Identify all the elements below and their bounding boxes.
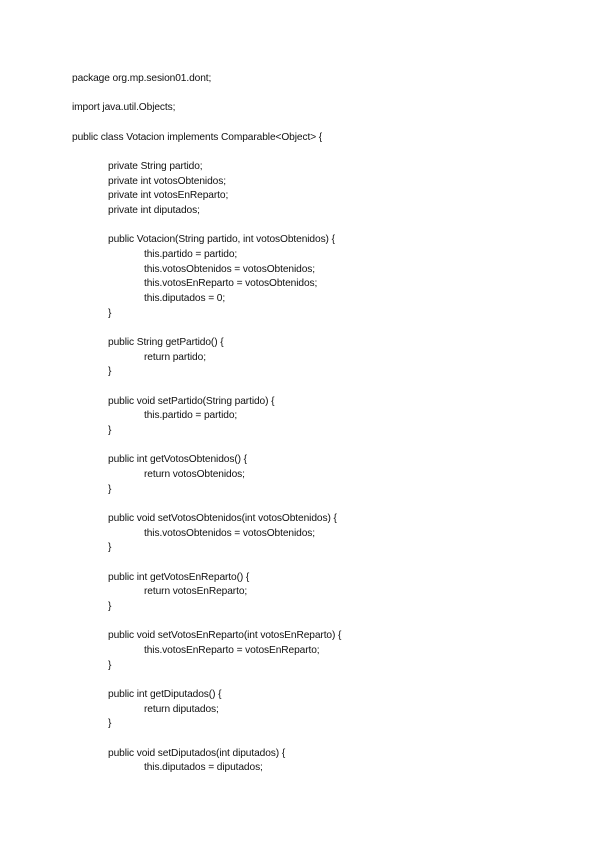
code-line-method-set-diputados: public void setDiputados(int diputados) { (108, 748, 286, 759)
code-line-stmt: this.votosEnReparto = votosObtenidos; (144, 278, 318, 289)
code-line-class-decl: public class Votacion implements Comparable<Object> { (72, 132, 323, 143)
code-line-method-set-votos-reparto: public void setVotosEnReparto(int votosEnReparto) { (108, 630, 342, 641)
code-line-brace: } (108, 308, 112, 319)
code-line-brace: } (108, 601, 112, 612)
code-line-stmt: return diputados; (144, 704, 219, 715)
code-line-stmt: this.diputados = 0; (144, 293, 226, 304)
code-line-brace: } (108, 718, 112, 729)
code-line-brace: } (108, 484, 112, 495)
code-line-stmt: return votosObtenidos; (144, 469, 245, 480)
code-line-stmt: this.votosEnReparto = votosEnReparto; (144, 645, 320, 656)
code-line-method-get-partido: public String getPartido() { (108, 337, 224, 348)
code-line-stmt: return partido; (144, 352, 206, 363)
code-line-stmt: this.partido = partido; (144, 410, 238, 421)
code-line-stmt: this.partido = partido; (144, 249, 238, 260)
code-line-field-votos-reparto: private int votosEnReparto; (108, 190, 229, 201)
code-line-method-get-diputados: public int getDiputados() { (108, 689, 222, 700)
code-line-field-diputados: private int diputados; (108, 205, 200, 216)
code-line-method-get-votos-reparto: public int getVotosEnReparto() { (108, 572, 250, 583)
code-line-method-set-partido: public void setPartido(String partido) { (108, 396, 275, 407)
code-line-stmt: this.diputados = diputados; (144, 762, 263, 773)
code-line-brace: } (108, 425, 112, 436)
code-line-import: import java.util.Objects; (72, 102, 176, 113)
code-line-method-get-votos-obtenidos: public int getVotosObtenidos() { (108, 454, 247, 465)
code-line-method-set-votos-obtenidos: public void setVotosObtenidos(int votosObtenidos) { (108, 513, 337, 524)
code-line-field-partido: private String partido; (108, 161, 203, 172)
code-line-brace: } (108, 542, 112, 553)
code-line-field-votos-obtenidos: private int votosObtenidos; (108, 176, 226, 187)
code-line-package: package org.mp.sesion01.dont; (72, 73, 212, 84)
code-line-constructor: public Votacion(String partido, int votosObtenidos) { (108, 234, 335, 245)
code-line-stmt: this.votosObtenidos = votosObtenidos; (144, 264, 316, 275)
code-line-brace: } (108, 366, 112, 377)
code-line-stmt: this.votosObtenidos = votosObtenidos; (144, 528, 316, 539)
code-line-brace: } (108, 660, 112, 671)
code-line-stmt: return votosEnReparto; (144, 586, 248, 597)
